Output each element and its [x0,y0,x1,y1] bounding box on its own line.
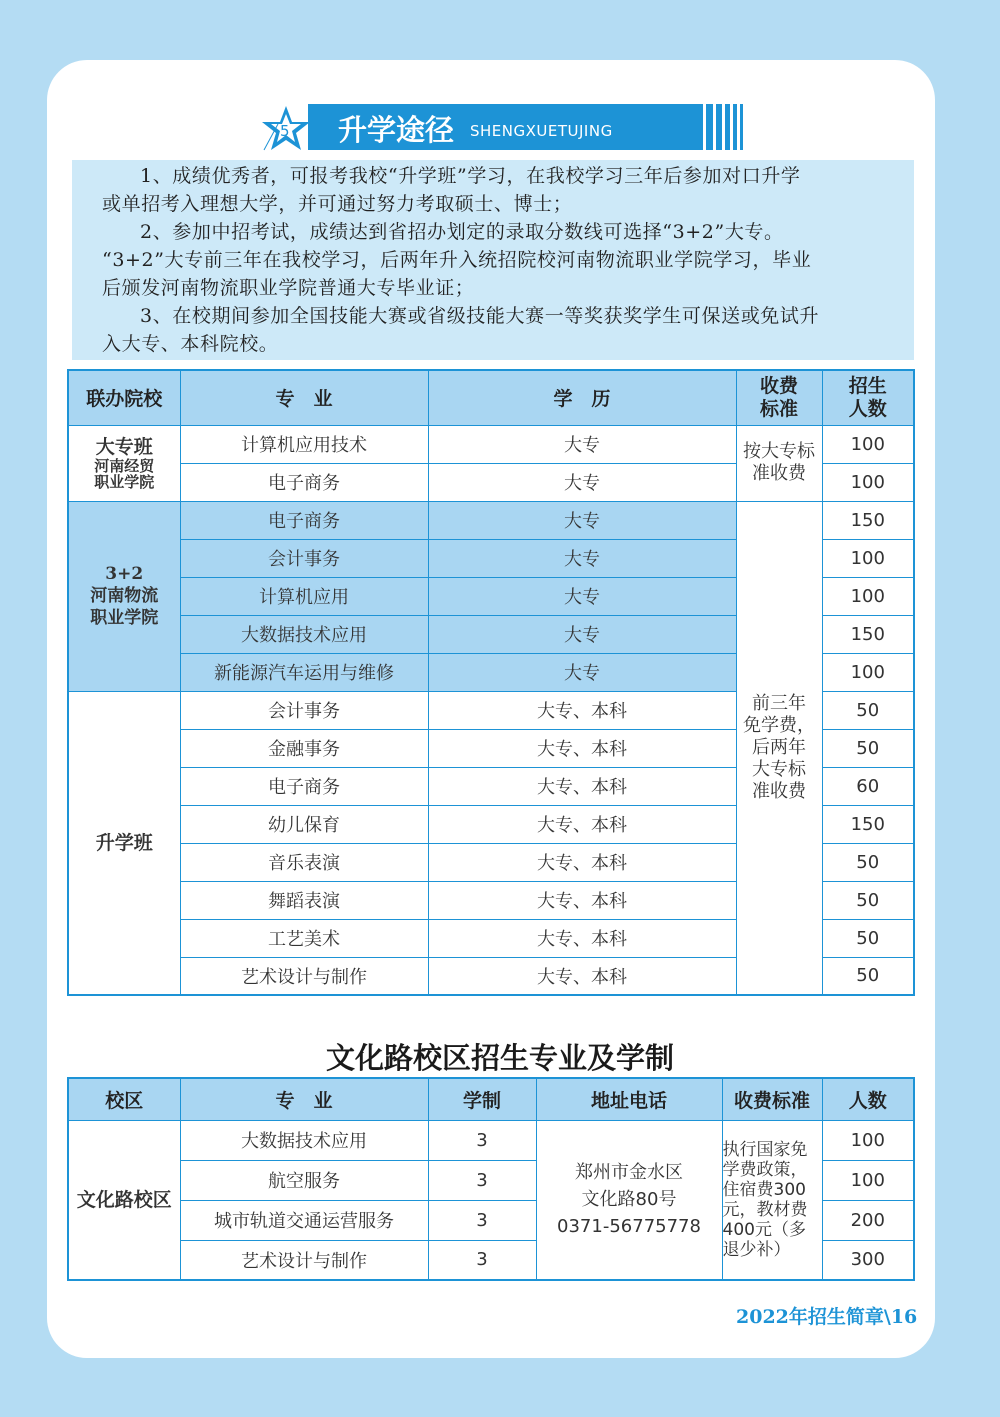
degree-cell: 大专、本科 [428,767,736,805]
major-cell: 新能源汽车运用与维修 [180,653,428,691]
school-group-3: 升学班 [68,691,180,995]
banner-title: 升学途径 [338,113,455,147]
degree-cell: 大专 [428,463,736,501]
degree-cell: 大专 [428,425,736,463]
major-cell: 幼儿保育 [180,805,428,843]
count-cell: 100 [822,463,914,501]
count-cell: 50 [822,691,914,729]
degree-cell: 大专、本科 [428,957,736,995]
major-cell: 大数据技术应用 [180,615,428,653]
count-cell: 50 [822,843,914,881]
fee-cell-1: 按大专标 准收费 [736,425,822,501]
major-cell: 金融事务 [180,729,428,767]
degree-cell: 大专、本科 [428,919,736,957]
count-cell: 150 [822,615,914,653]
major-cell: 艺术设计与制作 [180,957,428,995]
major-cell: 电子商务 [180,501,428,539]
intro-p1-line2: 或单招考入理想大学，并可通过努力考取硕士、博士； [102,193,573,215]
banner-stripes [706,104,748,150]
major-cell: 会计事务 [180,691,428,729]
table-row [68,1120,914,1160]
fee-cell-2: 前三年 免学费， 后两年 大专标 准收费 [736,501,822,995]
degree-cell: 大专、本科 [428,843,736,881]
intro-p3-line2: 入大专、本科院校。 [102,333,279,355]
count-cell: 50 [822,881,914,919]
table-header-row [68,370,914,425]
address-cell: 郑州市金水区 文化路80号 0371-56775778 [536,1120,722,1280]
intro-p2-line2: “3+2”大专前三年在我校学习，后两年升入统招院校河南物流职业学院学习，毕业 [102,249,812,271]
degree-cell: 大专 [428,615,736,653]
count-cell: 100 [822,1160,914,1200]
header-school: 联办院校 [68,370,180,425]
major-cell: 工艺美术 [180,919,428,957]
header-fee: 收费标准 [722,1078,822,1120]
degree-cell: 大专、本科 [428,805,736,843]
count-cell: 200 [822,1200,914,1240]
degree-cell: 大专、本科 [428,691,736,729]
intro-p1-line1: 1、成绩优秀者，可报考我校“升学班”学习，在我校学习三年后参加对口升学 [140,165,801,187]
count-cell: 100 [822,425,914,463]
years-cell: 3 [428,1200,536,1240]
count-cell: 100 [822,577,914,615]
count-cell: 50 [822,957,914,995]
count-cell: 150 [822,805,914,843]
header-campus: 校区 [68,1078,180,1120]
intro-p3-line1: 3、在校期间参加全国技能大赛或省级技能大赛一等奖获奖学生可保送或免试升 [140,305,820,327]
section-title: 文化路校区招生专业及学制 [325,1041,674,1075]
banner-pinyin: SHENGXUETUJING [470,122,613,140]
school-group-1: 大专班 河南经贸 职业学院 [68,425,180,501]
header-major: 专 业 [180,370,428,425]
banner-number: 5 [280,122,290,140]
table-row [68,425,914,463]
degree-cell: 大专 [428,501,736,539]
degree-cell: 大专 [428,539,736,577]
header-major: 专 业 [180,1078,428,1120]
count-cell: 60 [822,767,914,805]
count-cell: 150 [822,501,914,539]
intro-p2-line1: 2、参加中招考试，成绩达到省招办划定的录取分数线可选择“3+2”大专。 [140,221,784,243]
count-cell: 100 [822,1120,914,1160]
degree-cell: 大专、本科 [428,729,736,767]
years-cell: 3 [428,1120,536,1160]
header-degree: 学 历 [428,370,736,425]
table-header-row [68,1078,914,1120]
count-cell: 50 [822,729,914,767]
intro-box [72,160,914,360]
header-years: 学制 [428,1078,536,1120]
count-cell: 300 [822,1240,914,1280]
degree-cell: 大专、本科 [428,881,736,919]
major-cell: 舞蹈表演 [180,881,428,919]
major-cell: 电子商务 [180,463,428,501]
campus-table [67,1077,915,1281]
header-count: 人数 [822,1078,914,1120]
header-count: 招生 人数 [822,370,914,425]
major-cell: 大数据技术应用 [180,1120,428,1160]
page-footer: 2022年招生简章\16 [736,1306,918,1328]
major-cell: 航空服务 [180,1160,428,1200]
campus-cell: 文化路校区 [68,1120,180,1280]
header-fee: 收费 标准 [736,370,822,425]
table-row [68,501,914,539]
count-cell: 100 [822,653,914,691]
enrollment-table [67,369,915,996]
degree-cell: 大专 [428,577,736,615]
school-group-2: 3+2 河南物流 职业学院 [68,501,180,691]
count-cell: 50 [822,919,914,957]
major-cell: 电子商务 [180,767,428,805]
count-cell: 100 [822,539,914,577]
major-cell: 计算机应用技术 [180,425,428,463]
years-cell: 3 [428,1240,536,1280]
major-cell: 艺术设计与制作 [180,1240,428,1280]
header-address: 地址电话 [536,1078,722,1120]
years-cell: 3 [428,1160,536,1200]
degree-cell: 大专 [428,653,736,691]
major-cell: 城市轨道交通运营服务 [180,1200,428,1240]
section-banner [258,104,748,150]
major-cell: 会计事务 [180,539,428,577]
major-cell: 计算机应用 [180,577,428,615]
major-cell: 音乐表演 [180,843,428,881]
intro-p2-line3: 后颁发河南物流职业学院普通大专毕业证； [102,277,475,299]
fee-cell: 执行国家免 学费政策， 住宿费300 元，教材费 400元（多 退少补） [722,1120,822,1280]
